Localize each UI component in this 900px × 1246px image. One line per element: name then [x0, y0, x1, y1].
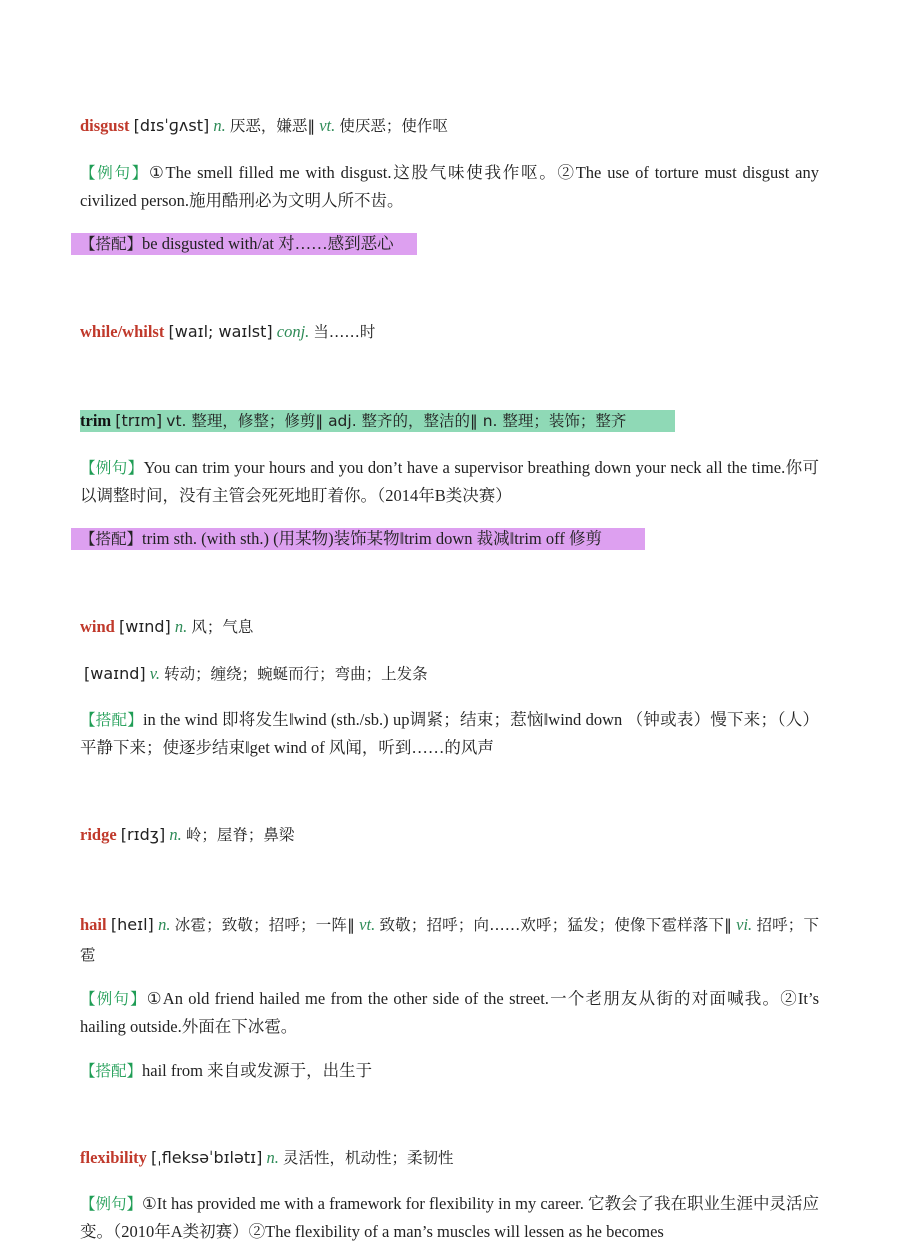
phonetic: [waɪnd] [84, 664, 146, 683]
entry-wind-collocation [80, 706, 819, 762]
headword: trim [80, 411, 112, 430]
part-of-speech: conj. [276, 322, 310, 341]
definition: 灵活性，机动性；柔韧性 [282, 1149, 454, 1167]
definition: 厌恶，嫌恶‖ [229, 117, 316, 135]
definition: 致敬；招呼；向……欢呼；猛发；使像下雹样落下‖ [379, 916, 732, 934]
phonetic: [rɪdʒ] [120, 825, 166, 844]
collocation-text: in the wind 即将发生‖wind (sth./sb.) up调紧；结束；惹恼‖wind down （钟或表）慢下来；（人）平静下来；使逐步结束‖get wind of 风闻，听到……的风声 [80, 710, 819, 757]
phonetic: [trɪm] [115, 411, 163, 430]
phonetic: [heɪl] [110, 915, 154, 934]
entry-hail-collocation [80, 1059, 372, 1083]
entry-ridge-headline [80, 823, 294, 847]
collocation-label: 【搭配】 [80, 235, 143, 253]
phonetic: [wɪnd] [118, 617, 171, 636]
definition: 当……时 [313, 323, 376, 341]
example-label: 【例句】 [80, 1195, 143, 1213]
phonetic: [waɪl; waɪlst] [168, 322, 273, 341]
entry-trim-headline [80, 409, 626, 433]
example-label: 【例句】 [80, 164, 149, 182]
entry-hail-headline [80, 910, 819, 970]
entry-while-headline [80, 320, 375, 344]
entry-trim-example [80, 454, 819, 510]
entry-flexibility-example [80, 1190, 819, 1246]
part-of-speech: vi. [736, 915, 753, 934]
headword: while/whilst [80, 322, 165, 341]
definition: 风；气息 [191, 618, 254, 636]
part-of-speech: n. [213, 116, 226, 135]
definition: vt. 整理，修整；修剪‖ adj. 整齐的，整洁的‖ n. 整理；装饰；整齐 [166, 412, 627, 430]
entry-wind-headline [80, 615, 253, 639]
headword: disgust [80, 116, 130, 135]
entry-wind-subline [84, 662, 428, 686]
part-of-speech: vt. [319, 116, 336, 135]
definition: 岭；屋脊；鼻梁 [185, 826, 295, 844]
collocation-label: 【搭配】 [80, 1062, 143, 1080]
collocation-text: trim sth. (with sth.) (用某物)装饰某物‖trim down 裁减‖trim off 修剪 [142, 529, 602, 548]
headword: hail [80, 915, 107, 934]
entry-hail-example [80, 985, 819, 1041]
example-text: ①The smell filled me with disgust.这股气味使我作呕。②The use of torture must disgust any civilized person.施用酷刑必为文明人所不齿。 [80, 163, 819, 210]
phonetic: [ˌfleksəˈbɪlətɪ] [151, 1148, 263, 1167]
headword: flexibility [80, 1148, 147, 1167]
example-text: ①It has provided me with a framework for flexibility in my career. 它教会了我在职业生涯中灵活应变。（2010年A类初赛）②The flexibility of a man’s muscles will lessen as he becomes [80, 1194, 819, 1241]
headword: ridge [80, 825, 117, 844]
example-text: You can trim your hours and you don’t have a supervisor breathing down your neck all the time.你可以调整时间，没有主管会死死地盯着你。（2014年B类决赛） [80, 458, 819, 505]
entry-disgust-headline [80, 114, 448, 138]
part-of-speech: v. [149, 664, 160, 683]
example-label: 【例句】 [80, 459, 144, 477]
part-of-speech: n. [169, 825, 182, 844]
part-of-speech: vt. [359, 915, 376, 934]
definition: 招呼；下雹 [80, 916, 819, 964]
entry-flexibility-headline [80, 1146, 453, 1170]
definition: 转动；缠绕；蜿蜒而行；弯曲；上发条 [164, 665, 428, 683]
example-text: ①An old friend hailed me from the other side of the street.一个老朋友从街的对面喊我。②It’s hailing outside.外面在下冰雹。 [80, 989, 819, 1036]
entry-disgust-example [80, 159, 819, 215]
entry-trim-collocation [80, 527, 602, 551]
collocation-text: hail from 来自或发源于，出生于 [142, 1061, 373, 1080]
collocation-label: 【搭配】 [80, 530, 143, 548]
collocation-label: 【搭配】 [80, 711, 143, 729]
phonetic: [dɪsˈɡʌst] [133, 116, 210, 135]
definition: 使厌恶；使作呕 [339, 117, 448, 135]
headword: wind [80, 617, 115, 636]
entry-disgust-collocation [80, 232, 394, 256]
collocation-text: be disgusted with/at 对……感到恶心 [142, 234, 394, 253]
example-label: 【例句】 [80, 990, 147, 1008]
part-of-speech: n. [174, 617, 188, 636]
definition: 冰雹；致敬；招呼；一阵‖ [174, 916, 355, 934]
part-of-speech: n. [266, 1148, 279, 1167]
part-of-speech: n. [158, 915, 171, 934]
